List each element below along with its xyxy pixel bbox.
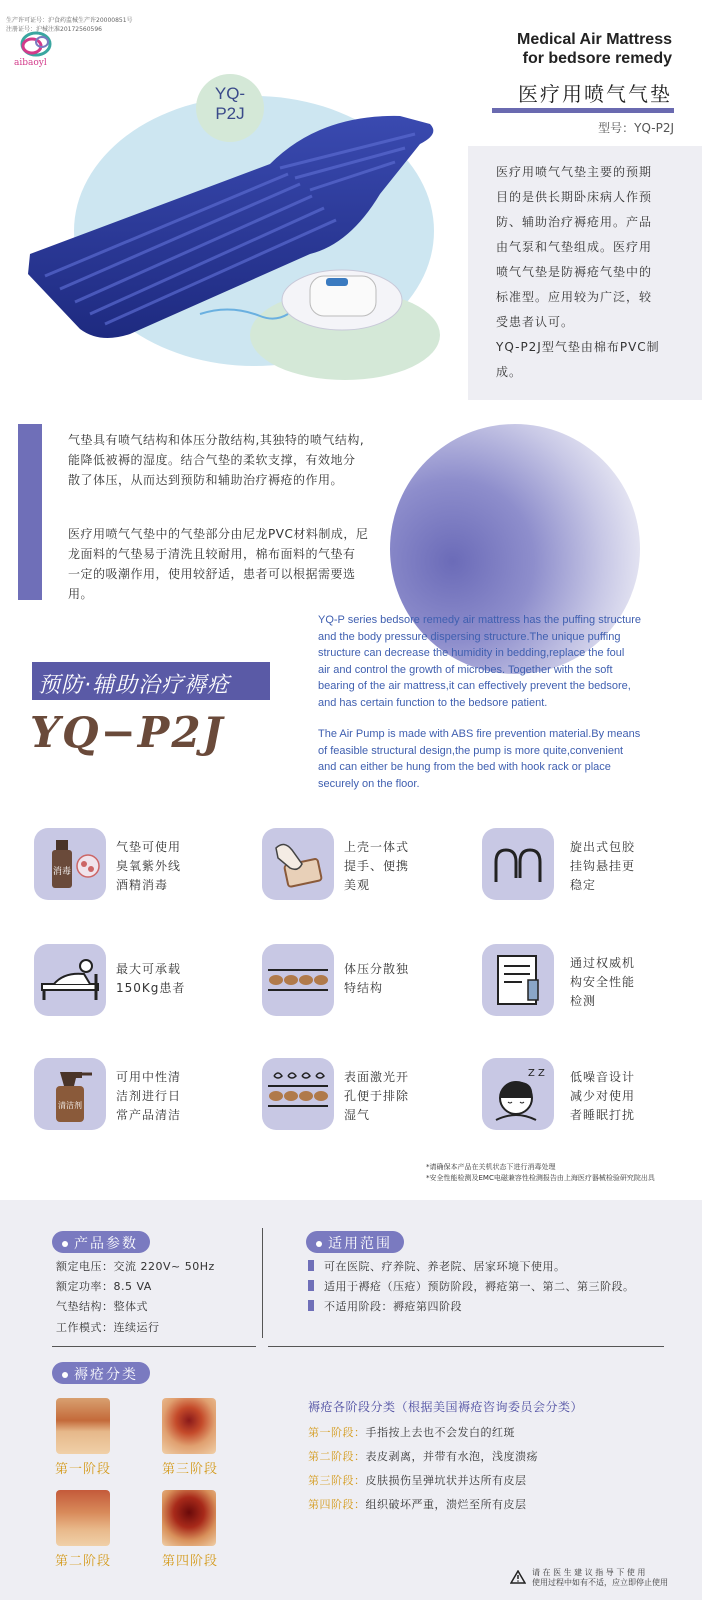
paragraph-line: securely on the floor. [318,777,420,790]
feature-line: 常产品清洁 [116,1108,182,1122]
title-underline [492,108,674,113]
paragraph-line: and the body pressure dispersing structure.The unique puffing [318,630,621,643]
intro-description [468,146,702,400]
paragraph-line: The Air Pump is made with ABS fire prevention material.By means [318,728,641,740]
feature-line: 稳定 [570,878,597,892]
paragraph-line: and has certain function to the bedsore patient. [318,696,548,709]
feature-line: 旋出式包胶 [570,840,636,854]
feature-line: 通过权威机 [570,956,636,970]
feature-line: 上壳一体式 [344,840,410,854]
divider-horizontal [268,1346,664,1347]
feature-text [116,960,216,998]
feature-line: 者睡眠打扰 [570,1108,636,1122]
intro-line: YQ-P2J型气垫由棉布PVC制 [496,340,660,354]
air-mattress-product-image [20,104,450,344]
paragraph-line: 散了体压，从而达到预防和辅助治疗褥疮的作用。 [68,473,344,487]
paragraph-line: and can either be hung from the bed with hook rack or place [318,761,611,773]
stage-label: 第三阶段 [162,1462,219,1477]
classification-row [308,1448,538,1464]
pressure-distribution-icon [262,944,334,1016]
paragraph-line: air and control the growth of microbes. Together with the soft [318,663,613,676]
footnote: *安全性能检测及EMC电磁兼容性检测报告由上海医疗器械检验研究院出具 [426,1174,655,1182]
stage-desc: 皮肤损伤呈弹坑状并达所有皮层 [365,1474,527,1487]
classification-subtitle: 褥疮各阶段分类（根据美国褥疮咨询委员会分类） [308,1400,584,1414]
intro-line: 由气泵和气垫组成。医疗用 [496,240,653,254]
scope-text: 适用于褥疮（压疮）预防阶段，褥疮第一、第二、第三阶段。 [324,1280,635,1293]
page-title: 医疗用喷气气垫 [518,82,672,106]
feature-text [344,1068,444,1125]
stage-desc: 组织破坏严重，溃烂至所有皮层 [365,1498,527,1511]
feature-text [570,954,670,1011]
classification-heading [52,1362,150,1384]
feature-text [570,1068,670,1125]
stage-label: 第二阶段 [55,1554,112,1569]
brand-name: aibaoyl [14,58,47,68]
param-row: 额定电压：交流 220V~ 50Hz [56,1260,215,1273]
stage-1-skin-image [56,1398,110,1454]
license-line: 生产许可证号：沪食药监械生产许20000851号 [6,17,133,24]
disinfect-bottle-icon [34,828,106,900]
hook-icon [482,828,554,900]
certificate-icon [482,944,554,1016]
paragraph-line: 气垫具有喷气结构和体压分散结构,其独特的喷气结构, [68,433,365,447]
warning-icon [510,1570,526,1584]
stage-name: 第二阶段： [308,1450,366,1463]
classification-row [308,1424,515,1440]
paragraph-line: bearing of the air mattress,it can effectively prevent the bedsore, [318,680,631,692]
model-number: 型号：YQ-P2J [598,121,674,135]
feature-line: 美观 [344,878,371,892]
model-badge-line: YQ- [214,84,246,103]
usage-warning [510,1568,688,1588]
footnote: *请确保本产品在关机状态下进行消毒处理 [426,1163,556,1171]
feature-paragraph-2 [68,524,420,604]
warning-line: 请 在 医 生 建 议 指 导 下 使 用 [532,1568,646,1577]
feature-line: 酒精消毒 [116,878,169,892]
scope-row [308,1298,462,1314]
feature-line: 洁剂进行日 [116,1089,182,1103]
feature-line: 挂钩悬挂更 [570,859,636,873]
divider-vertical [262,1228,263,1338]
feature-text [570,838,670,895]
feature-text [344,960,444,998]
param-row: 气垫结构：整体式 [56,1300,148,1313]
feature-line: 构安全性能 [570,975,636,989]
feature-line: 气垫可使用 [116,840,182,854]
param-row: 工作模式：连续运行 [56,1321,160,1334]
divider-horizontal [52,1346,256,1347]
intro-line: 防、辅助治疗褥疮用。产品 [496,215,653,229]
scope-text: 可在医院、疗养院、养老院、居家环境下使用。 [324,1260,566,1273]
title-english-line: for bedsore remedy [522,50,672,67]
title-english-line: Medical Air Mattress [516,31,672,48]
paragraph-line: YQ-P series bedsore remedy air mattress has the puffing structure [318,614,642,626]
paragraph-line: 医疗用喷气气垫中的气垫部分由尼龙PVC材料制成，尼 [68,527,369,541]
feature-line: 可用中性清 [116,1070,182,1084]
intro-line: 受患者认可。 [496,315,575,329]
footnotes [426,1162,676,1184]
stage-4-skin-image [162,1490,216,1546]
stage-3-skin-image [162,1398,216,1454]
english-paragraph-2 [318,726,692,792]
paragraph-line: 一定的吸潮作用，使用较舒适，患者可以根据需要选 [68,567,356,581]
params-heading [52,1231,150,1253]
feature-line: 检测 [570,994,597,1008]
stage-desc: 表皮剥离，并带有水泡，浅度溃疡 [365,1450,538,1463]
stage-name: 第四阶段： [308,1498,366,1511]
stage-name: 第一阶段： [308,1426,366,1439]
intro-line: 喷气气垫是防褥疮气垫中的 [496,265,653,279]
feature-line: 体压分散独 [344,962,410,976]
paragraph-line: of feasible structural design,the pump is more quite,convenient [318,744,624,757]
scope-title: 适用范围 [328,1236,392,1252]
feature-text [116,1068,216,1125]
section-accent-bar [18,424,42,600]
stage-label: 第一阶段 [55,1462,112,1477]
model-title-large: YQ−P2J [30,708,225,757]
warning-line: 使用过程中如有不适，应立即停止使用 [532,1578,668,1587]
laser-holes-icon [262,1058,334,1130]
hand-grip-icon [262,828,334,900]
feature-text [116,838,216,895]
paragraph-line: 能降低被褥的湿度。结合气垫的柔软支撑，有效地分 [68,453,356,467]
feature-line: 孔便于排除 [344,1089,410,1103]
icon-label: 清洁剂 [58,1101,82,1110]
feature-paragraph-1 [68,430,420,490]
feature-line: 表面激光开 [344,1070,410,1084]
feature-line: 臭氧紫外线 [116,859,182,873]
stage-desc: 手指按上去也不会发白的红斑 [365,1426,515,1439]
model-badge-line: P2J [215,104,245,123]
paragraph-line: structure can decrease the humidity in bedding,replace the foul [318,647,625,659]
sleeping-face-icon [482,1058,554,1130]
classification-row [308,1472,527,1488]
slogan-banner: 预防·辅助治疗褥疮 [32,662,270,700]
scope-row [308,1278,635,1294]
english-paragraph-1 [318,612,692,711]
stage-name: 第三阶段： [308,1474,366,1487]
paragraph-line: 龙面料的气垫易于清洗且较耐用，棉布面料的气垫有 [68,547,356,561]
classification-row [308,1496,527,1512]
feature-line: 特结构 [344,981,384,995]
license-line: 注册证号：沪械注准20172560596 [6,26,102,33]
feature-line: 低噪音设计 [570,1070,636,1084]
stage-2-skin-image [56,1490,110,1546]
intro-line: 目的是供长期卧床病人作预 [496,190,653,204]
title-english [517,30,672,68]
param-row: 额定功率：8.5 VA [56,1280,152,1293]
feature-text [344,838,444,895]
scope-heading [306,1231,404,1253]
scope-text: 不适用阶段：褥疮第四阶段 [324,1300,462,1313]
params-title: 产品参数 [74,1236,138,1252]
cleaner-spray-icon [34,1058,106,1130]
classification-title: 褥疮分类 [74,1367,138,1383]
stage-label: 第四阶段 [162,1554,219,1569]
intro-line: 成。 [496,365,523,379]
feature-line: 150Kg患者 [116,981,186,995]
paragraph-line: 用。 [68,587,94,601]
scope-row [308,1258,566,1274]
intro-line: 医疗用喷气气垫主要的预期 [496,165,653,179]
icon-label: 消毒 [52,867,72,877]
icon-label: Z Z [528,1068,545,1079]
patient-bed-icon [34,944,106,1016]
feature-line: 最大可承载 [116,962,182,976]
feature-line: 湿气 [344,1108,371,1122]
feature-line: 提手、便携 [344,859,410,873]
feature-line: 减少对使用 [570,1089,636,1103]
intro-line: 标准型。应用较为广泛，较 [496,290,653,304]
